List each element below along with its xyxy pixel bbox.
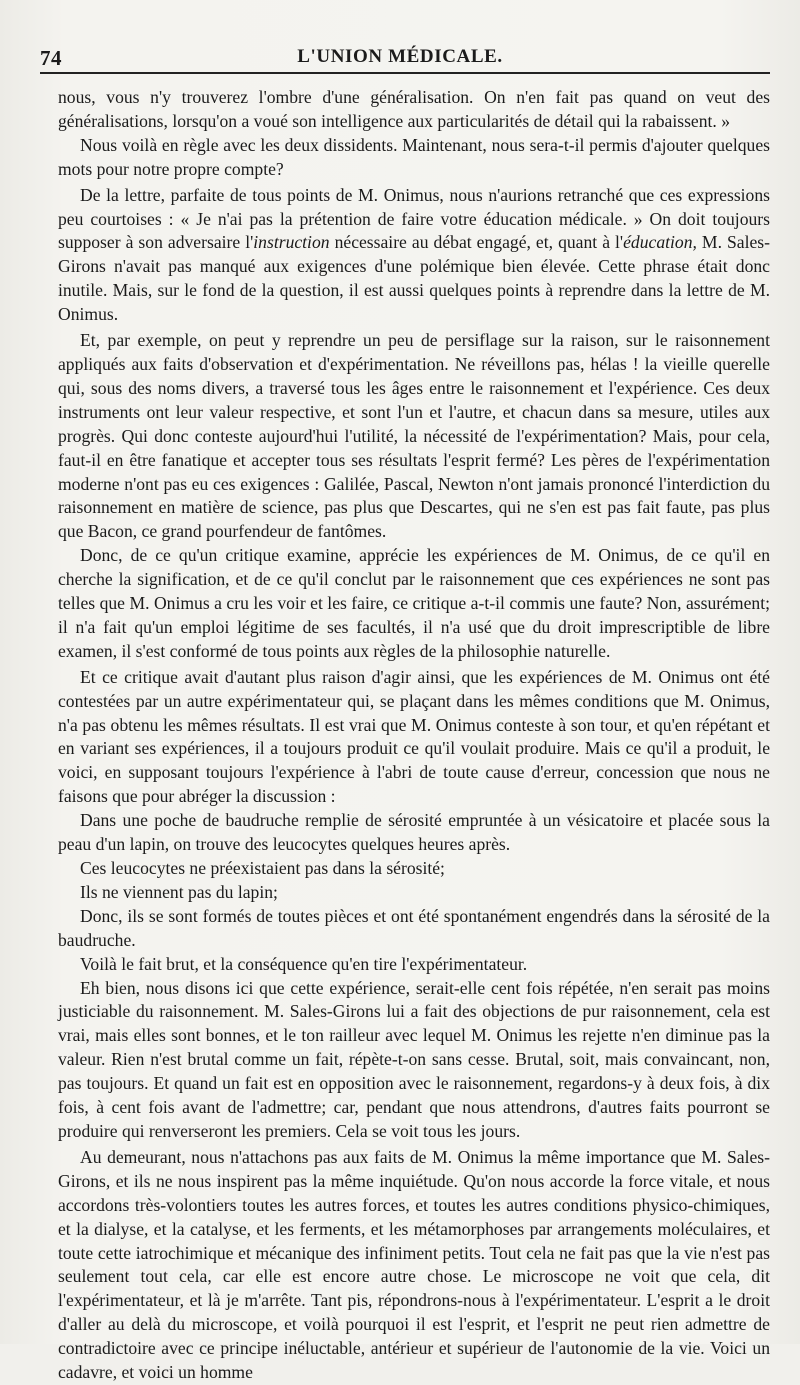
paragraph: Donc, ils se sont formés de toutes pièces et ont été spontanément engendrés dans la sérosité de la baudruche. <box>58 905 770 950</box>
paragraph: Ces leucocytes ne préexistaient pas dans la sérosité; <box>80 858 445 878</box>
text-run: M. Sales-Girons n'avait pas manqué aux exigences d'une polémique bien élevée. Cette phrase était donc inutile. Mais, sur le fond de la question, il est aussi quelques points à reprendre dans la lettre de M. Onimus. <box>58 232 771 325</box>
paragraph: Et ce critique avait d'autant plus raison d'agir ainsi, que les expériences de M. Onimus ont été contestées par un autre expérimentateur qui, se plaçant dans les mêmes conditions que M. Onimus, n'a pas obtenu les mêmes résultats. Il est vrai que M. Onimus conteste à son tour, et qu'en répétant et en variant ses expériences, il a toujours produit ce qu'il voulait produire. Mais ce qu'il a produit, le voici, en supposant toujours l'expérience à l'abri de toute cause d'erreur, concession que nous ne faisons que pour abréger la discussion : <box>58 666 770 807</box>
header-rule <box>40 72 770 74</box>
paragraph: Voilà le fait brut, et la conséquence qu'en tire l'expérimentateur. <box>80 953 528 974</box>
italic-text: éducation, <box>623 232 697 253</box>
paragraph: Au demeurant, nous n'attachons pas aux faits de M. Onimus la même importance que M. Sales-Girons, et ils ne nous inspirent pas la même inquiétude. Qu'on nous accorde la force vitale, et nous accordons très-volontiers toutes les autres forces, et toutes les autres conditions physico-chimiques, et la dialyse, et la catalyse, et les ferments, et les métamorphoses par arrangements moléculaires, et toute cette iatrochimique et mécanique des infiniment petits. Tout cela ne fait pas que la vie n'est pas seulement tout cela, car elle est encore autre chose. Le microscope ne voit que cela, dit l'expérimentateur, et là je m'arrête. Tant pis, répondrons-nous à l'expérimentateur. L'esprit a le droit d'aller au delà du microscope, et voilà pourquoi il est l'esprit, et l'esprit ne peut rien admettre de contradictoire avec ce principe inéluctable, antérieur et supérieur de l'autonomie de la vie. Voici un cadavre, et voici un homme <box>58 1146 770 1383</box>
page-header <box>40 38 760 72</box>
paragraph: Nous voilà en règle avec les deux dissidents. Maintenant, nous sera-t-il permis d'ajouter quelques mots pour notre propre compte? <box>58 134 770 179</box>
italic-text: instruction <box>253 232 330 253</box>
page-number: 74 <box>40 46 62 70</box>
paragraph <box>58 184 770 327</box>
text-run: De la lettre, parfaite de tous points de M. Onimus, nous n'aurions retranché que ces expressions peu courtoises : « Je n'ai pas la prétention de faire votre éducation médicale. » On doit toujours supposer à son adversaire l' <box>58 184 770 253</box>
paragraph: Dans une poche de baudruche remplie de sérosité empruntée à un vésicatoire et placée sous la peau d'un lapin, on trouve des leucocytes quelques heures après. <box>58 810 770 855</box>
paragraph: Et, par exemple, on peut y reprendre un peu de persiflage sur la raison, sur le raisonnement appliqués aux faits d'observation et d'expérimentation. Ne réveillons pas, hélas ! la vieille querelle qui, sous des noms divers, a traversé tous les âges entre le raisonnement et l'expérience. Ces deux instruments ont leur valeur respective, et sont l'un et l'autre, et chacun dans sa mesure, utiles aux progrès. Qui donc conteste aujourd'hui l'utilité, la nécessité de l'expérimentation? Mais, pour cela, faut-il en être fanatique et accepter tous ses résultats l'esprit fermé? Les pères de l'expérimentation moderne n'ont pas eu ces exigences : Galilée, Pascal, Newton n'ont jamais prononcé l'interdiction du raisonnement en matière de science, pas plus que Descartes, qui ne s'en est pas fait faute, pas plus que Bacon, ce grand pourfendeur de fantômes. <box>58 330 770 542</box>
paragraph: Donc, de ce qu'un critique examine, apprécie les expériences de M. Onimus, de ce qu'il en cherche la signification, et de ce qu'il conclut par le raisonnement que ces expériences ne sont pas telles que M. Onimus a cru les voir et les faire, ce critique a-t-il commis une faute? Non, assurément; il n'a fait qu'un emploi légitime de ses facultés, il n'a usé que du droit imprescriptible de libre examen, il s'est conformé de tous points aux règles de la philosophie naturelle. <box>58 545 770 661</box>
paragraph: Ils ne viennent pas du lapin; <box>80 881 278 902</box>
paragraph: nous, vous n'y trouverez l'ombre d'une généralisation. On n'en fait pas quand on veut des généralisations, lorsqu'on a voué son intelligence aux particularités de détail qui la rabaissent. » <box>58 87 770 131</box>
running-title: L'UNION MÉDICALE. <box>297 46 503 67</box>
paragraph: Eh bien, nous disons ici que cette expérience, serait-elle cent fois répétée, n'en serait pas moins justiciable du raisonnement. M. Sales-Girons lui a fait des objections de pur raisonnement, cela est vrai, mais elles sont bonnes, et le ton railleur avec lequel M. Onimus les rejette n'en diminue pas la valeur. Rien n'est brutal comme un fait, répète-t-on sans cesse. Brutal, soit, mais convaincant, non, pas toujours. Et quand un fait est en opposition avec le raisonnement, regardons-y à deux fois, à dix fois, à cent fois avant de l'admettre; car, pendant que nous attendrons, d'autres faits pourront se produire qui renverseront les premiers. Cela se voit tous les jours. <box>58 977 770 1141</box>
text-run: nécessaire au débat engagé, et, quant à l' <box>329 232 624 253</box>
article-body <box>58 86 770 1385</box>
